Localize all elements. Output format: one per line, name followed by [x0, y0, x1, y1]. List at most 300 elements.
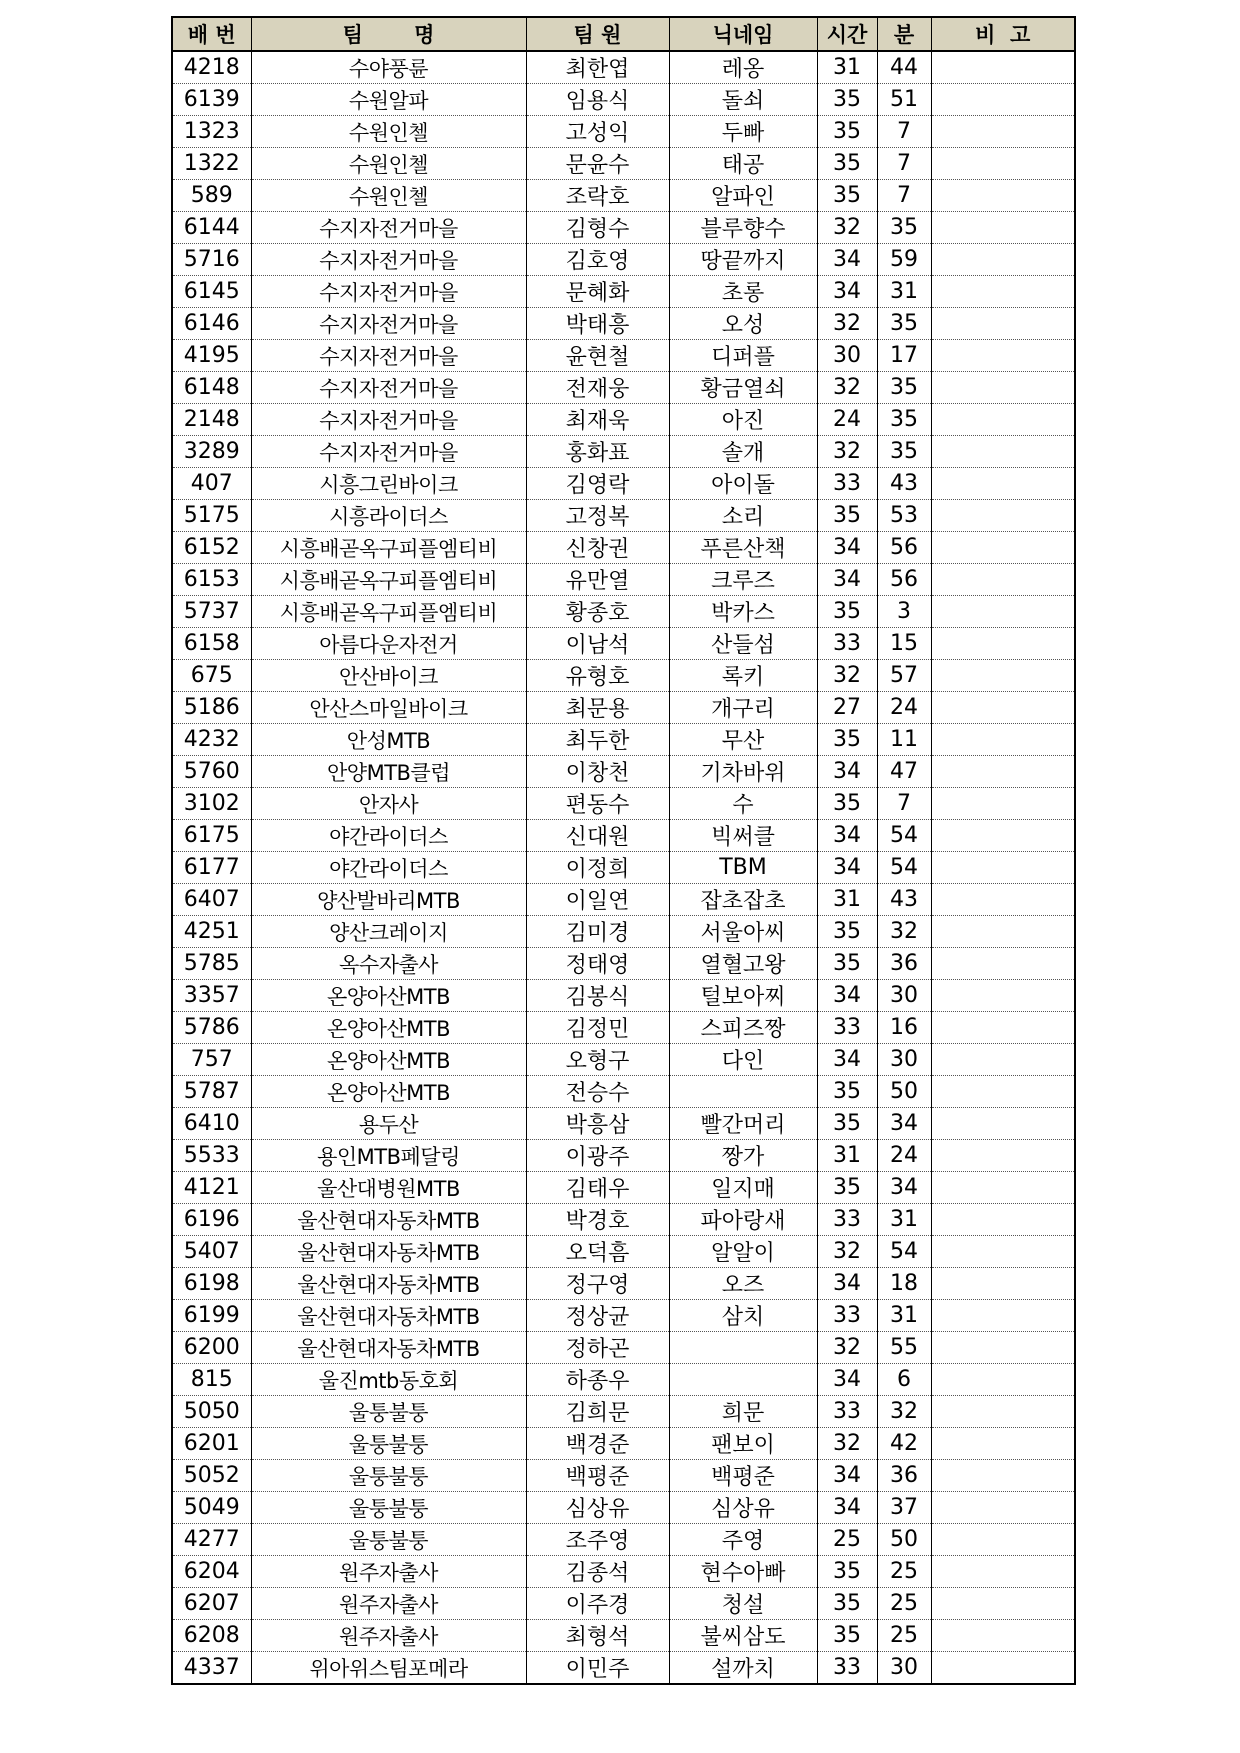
table-row: [172, 51, 1075, 84]
bib-cell: 5785: [172, 948, 251, 980]
member-cell: 김호영: [526, 244, 669, 276]
table-row: [172, 436, 1075, 468]
team-cell: 시흥배곧옥구피플엠티비: [251, 596, 526, 628]
member-cell: 신창권: [526, 532, 669, 564]
member-cell: 김형수: [526, 212, 669, 244]
table-row: [172, 724, 1075, 756]
nickname-cell: 아이돌: [669, 468, 817, 500]
bib-cell: 6407: [172, 884, 251, 916]
minute-cell: 7: [877, 788, 931, 820]
table-row: [172, 916, 1075, 948]
hour-cell: 32: [817, 1428, 877, 1460]
table-row: [172, 212, 1075, 244]
team-cell: 원주자출사: [251, 1556, 526, 1588]
team-cell: 시흥배곧옥구피플엠티비: [251, 564, 526, 596]
minute-cell: 18: [877, 1268, 931, 1300]
nickname-cell: TBM: [669, 852, 817, 884]
minute-cell: 47: [877, 756, 931, 788]
table-row: [172, 1652, 1075, 1685]
hour-cell: 33: [817, 1300, 877, 1332]
nickname-cell: 두빠: [669, 116, 817, 148]
team-cell: 울퉁불퉁: [251, 1524, 526, 1556]
bib-cell: 407: [172, 468, 251, 500]
team-cell: 수지자전거마을: [251, 244, 526, 276]
hour-cell: 35: [817, 1620, 877, 1652]
bib-cell: 6146: [172, 308, 251, 340]
bib-cell: 6145: [172, 276, 251, 308]
minute-cell: 17: [877, 340, 931, 372]
minute-cell: 32: [877, 1396, 931, 1428]
table-row: [172, 1460, 1075, 1492]
table-row: [172, 820, 1075, 852]
results-table: [171, 16, 1076, 1685]
nickname-cell: 파아랑새: [669, 1204, 817, 1236]
hour-cell: 32: [817, 372, 877, 404]
member-cell: 최한엽: [526, 51, 669, 84]
team-cell: 야간라이더스: [251, 820, 526, 852]
team-cell: 울산현대자동차MTB: [251, 1204, 526, 1236]
hour-cell: 34: [817, 276, 877, 308]
nickname-cell: 짱가: [669, 1140, 817, 1172]
table-row: [172, 148, 1075, 180]
minute-cell: 34: [877, 1172, 931, 1204]
table-row: [172, 244, 1075, 276]
minute-cell: 7: [877, 180, 931, 212]
table-row: [172, 1108, 1075, 1140]
member-cell: 이정희: [526, 852, 669, 884]
note-cell: [931, 596, 1075, 628]
bib-cell: 675: [172, 660, 251, 692]
member-cell: 김희문: [526, 1396, 669, 1428]
note-cell: [931, 564, 1075, 596]
minute-cell: 55: [877, 1332, 931, 1364]
team-cell: 울퉁불퉁: [251, 1428, 526, 1460]
member-cell: 고성익: [526, 116, 669, 148]
member-cell: 전재웅: [526, 372, 669, 404]
minute-cell: 31: [877, 1300, 931, 1332]
member-cell: 정구영: [526, 1268, 669, 1300]
bib-cell: 2148: [172, 404, 251, 436]
note-cell: [931, 1524, 1075, 1556]
table-row: [172, 1172, 1075, 1204]
member-cell: 백경준: [526, 1428, 669, 1460]
note-cell: [931, 1428, 1075, 1460]
note-cell: [931, 884, 1075, 916]
member-cell: 정하곤: [526, 1332, 669, 1364]
hour-cell: 34: [817, 1460, 877, 1492]
member-cell: 이민주: [526, 1652, 669, 1685]
bib-cell: 5175: [172, 500, 251, 532]
bib-cell: 6158: [172, 628, 251, 660]
minute-cell: 25: [877, 1620, 931, 1652]
bib-cell: 5052: [172, 1460, 251, 1492]
member-cell: 이광주: [526, 1140, 669, 1172]
team-cell: 울산현대자동차MTB: [251, 1236, 526, 1268]
bib-cell: 5787: [172, 1076, 251, 1108]
note-cell: [931, 916, 1075, 948]
nickname-cell: 박카스: [669, 596, 817, 628]
team-cell: 용두산: [251, 1108, 526, 1140]
note-cell: [931, 1204, 1075, 1236]
nickname-cell: 빨간머리: [669, 1108, 817, 1140]
hour-cell: 32: [817, 1236, 877, 1268]
header-team: 팀 명: [251, 17, 526, 51]
hour-cell: 31: [817, 51, 877, 84]
table-row: [172, 1300, 1075, 1332]
team-cell: 온양아산MTB: [251, 980, 526, 1012]
nickname-cell: 주영: [669, 1524, 817, 1556]
hour-cell: 33: [817, 1652, 877, 1685]
header-minute: 분: [877, 17, 931, 51]
team-cell: 수야풍륜: [251, 51, 526, 84]
hour-cell: 33: [817, 1204, 877, 1236]
nickname-cell: 크루즈: [669, 564, 817, 596]
bib-cell: 4251: [172, 916, 251, 948]
note-cell: [931, 628, 1075, 660]
nickname-cell: 소리: [669, 500, 817, 532]
table-row: [172, 1236, 1075, 1268]
table-row: [172, 1620, 1075, 1652]
nickname-cell: 오성: [669, 308, 817, 340]
bib-cell: 815: [172, 1364, 251, 1396]
nickname-cell: 디퍼플: [669, 340, 817, 372]
member-cell: 심상유: [526, 1492, 669, 1524]
bib-cell: 589: [172, 180, 251, 212]
table-header: [172, 17, 1075, 51]
note-cell: [931, 84, 1075, 116]
note-cell: [931, 180, 1075, 212]
hour-cell: 34: [817, 820, 877, 852]
member-cell: 최형석: [526, 1620, 669, 1652]
note-cell: [931, 756, 1075, 788]
member-cell: 편동수: [526, 788, 669, 820]
table-row: [172, 372, 1075, 404]
header-note: 비 고: [931, 17, 1075, 51]
nickname-cell: 황금열쇠: [669, 372, 817, 404]
member-cell: 고정복: [526, 500, 669, 532]
minute-cell: 57: [877, 660, 931, 692]
minute-cell: 25: [877, 1588, 931, 1620]
member-cell: 이주경: [526, 1588, 669, 1620]
team-cell: 울산현대자동차MTB: [251, 1332, 526, 1364]
table-row: [172, 180, 1075, 212]
hour-cell: 35: [817, 180, 877, 212]
header-bib: 배 번: [172, 17, 251, 51]
team-cell: 수지자전거마을: [251, 372, 526, 404]
bib-cell: 6152: [172, 532, 251, 564]
team-cell: 옥수자출사: [251, 948, 526, 980]
team-cell: 안산바이크: [251, 660, 526, 692]
bib-cell: 4121: [172, 1172, 251, 1204]
minute-cell: 43: [877, 468, 931, 500]
team-cell: 안양MTB클럽: [251, 756, 526, 788]
hour-cell: 34: [817, 1364, 877, 1396]
table-row: [172, 884, 1075, 916]
table-row: [172, 1556, 1075, 1588]
table-row: [172, 468, 1075, 500]
header-member: 팀 원: [526, 17, 669, 51]
note-cell: [931, 1108, 1075, 1140]
nickname-cell: 빅써클: [669, 820, 817, 852]
table-row: [172, 1012, 1075, 1044]
nickname-cell: 열혈고왕: [669, 948, 817, 980]
member-cell: 최재욱: [526, 404, 669, 436]
bib-cell: 6153: [172, 564, 251, 596]
bib-cell: 6177: [172, 852, 251, 884]
member-cell: 유형호: [526, 660, 669, 692]
team-cell: 시흥라이더스: [251, 500, 526, 532]
team-cell: 울산현대자동차MTB: [251, 1300, 526, 1332]
header-row: [172, 17, 1075, 51]
member-cell: 윤현철: [526, 340, 669, 372]
hour-cell: 33: [817, 1396, 877, 1428]
nickname-cell: 스피즈짱: [669, 1012, 817, 1044]
table-row: [172, 1364, 1075, 1396]
hour-cell: 31: [817, 884, 877, 916]
nickname-cell: 아진: [669, 404, 817, 436]
team-cell: 울산현대자동차MTB: [251, 1268, 526, 1300]
team-cell: 수지자전거마을: [251, 308, 526, 340]
nickname-cell: 삼치: [669, 1300, 817, 1332]
nickname-cell: 잡초잡초: [669, 884, 817, 916]
minute-cell: 3: [877, 596, 931, 628]
member-cell: 황종호: [526, 596, 669, 628]
table-row: [172, 564, 1075, 596]
hour-cell: 34: [817, 532, 877, 564]
note-cell: [931, 404, 1075, 436]
table-body: [172, 51, 1075, 1684]
table-row: [172, 628, 1075, 660]
hour-cell: 35: [817, 148, 877, 180]
note-cell: [931, 116, 1075, 148]
bib-cell: 6175: [172, 820, 251, 852]
hour-cell: 33: [817, 628, 877, 660]
member-cell: 김영락: [526, 468, 669, 500]
team-cell: 울퉁불퉁: [251, 1396, 526, 1428]
minute-cell: 6: [877, 1364, 931, 1396]
table-row: [172, 1588, 1075, 1620]
bib-cell: 6148: [172, 372, 251, 404]
nickname-cell: 다인: [669, 1044, 817, 1076]
note-cell: [931, 1076, 1075, 1108]
member-cell: 박경호: [526, 1204, 669, 1236]
minute-cell: 30: [877, 1652, 931, 1685]
hour-cell: 33: [817, 468, 877, 500]
member-cell: 전승수: [526, 1076, 669, 1108]
nickname-cell: 서울아씨: [669, 916, 817, 948]
table-row: [172, 1076, 1075, 1108]
nickname-cell: 알파인: [669, 180, 817, 212]
bib-cell: 6410: [172, 1108, 251, 1140]
note-cell: [931, 788, 1075, 820]
table-row: [172, 116, 1075, 148]
hour-cell: 35: [817, 1556, 877, 1588]
nickname-cell: 돌쇠: [669, 84, 817, 116]
bib-cell: 3102: [172, 788, 251, 820]
nickname-cell: 땅끝까지: [669, 244, 817, 276]
member-cell: 최두한: [526, 724, 669, 756]
hour-cell: 35: [817, 1076, 877, 1108]
nickname-cell: 록키: [669, 660, 817, 692]
member-cell: 백평준: [526, 1460, 669, 1492]
note-cell: [931, 276, 1075, 308]
hour-cell: 34: [817, 1492, 877, 1524]
minute-cell: 54: [877, 820, 931, 852]
nickname-cell: [669, 1332, 817, 1364]
hour-cell: 35: [817, 948, 877, 980]
hour-cell: 34: [817, 980, 877, 1012]
hour-cell: 34: [817, 756, 877, 788]
table-row: [172, 532, 1075, 564]
hour-cell: 33: [817, 1012, 877, 1044]
bib-cell: 6201: [172, 1428, 251, 1460]
minute-cell: 50: [877, 1524, 931, 1556]
nickname-cell: 솔개: [669, 436, 817, 468]
hour-cell: 32: [817, 308, 877, 340]
nickname-cell: 푸른산책: [669, 532, 817, 564]
bib-cell: 4277: [172, 1524, 251, 1556]
member-cell: 최문용: [526, 692, 669, 724]
member-cell: 조락호: [526, 180, 669, 212]
note-cell: [931, 1460, 1075, 1492]
note-cell: [931, 1012, 1075, 1044]
team-cell: 수지자전거마을: [251, 436, 526, 468]
bib-cell: 5786: [172, 1012, 251, 1044]
nickname-cell: [669, 1364, 817, 1396]
hour-cell: 34: [817, 1268, 877, 1300]
nickname-cell: 수: [669, 788, 817, 820]
bib-cell: 3289: [172, 436, 251, 468]
hour-cell: 24: [817, 404, 877, 436]
member-cell: 박흥삼: [526, 1108, 669, 1140]
note-cell: [931, 468, 1075, 500]
bib-cell: 5533: [172, 1140, 251, 1172]
table-row: [172, 1044, 1075, 1076]
note-cell: [931, 1268, 1075, 1300]
note-cell: [931, 244, 1075, 276]
table-row: [172, 692, 1075, 724]
team-cell: 수지자전거마을: [251, 212, 526, 244]
table-row: [172, 1204, 1075, 1236]
hour-cell: 35: [817, 596, 877, 628]
bib-cell: 5716: [172, 244, 251, 276]
hour-cell: 34: [817, 1044, 877, 1076]
minute-cell: 7: [877, 148, 931, 180]
note-cell: [931, 820, 1075, 852]
table-row: [172, 1396, 1075, 1428]
nickname-cell: 블루향수: [669, 212, 817, 244]
bib-cell: 4232: [172, 724, 251, 756]
bib-cell: 4195: [172, 340, 251, 372]
note-cell: [931, 532, 1075, 564]
hour-cell: 35: [817, 724, 877, 756]
minute-cell: 24: [877, 1140, 931, 1172]
hour-cell: 30: [817, 340, 877, 372]
bib-cell: 1322: [172, 148, 251, 180]
member-cell: 이일연: [526, 884, 669, 916]
nickname-cell: 산들섬: [669, 628, 817, 660]
hour-cell: 31: [817, 1140, 877, 1172]
team-cell: 양산크레이지: [251, 916, 526, 948]
note-cell: [931, 308, 1075, 340]
note-cell: [931, 660, 1075, 692]
member-cell: 박태흥: [526, 308, 669, 340]
member-cell: 유만열: [526, 564, 669, 596]
bib-cell: 5186: [172, 692, 251, 724]
table-row: [172, 1268, 1075, 1300]
team-cell: 수원인첼: [251, 148, 526, 180]
table-row: [172, 948, 1075, 980]
hour-cell: 35: [817, 116, 877, 148]
note-cell: [931, 212, 1075, 244]
header-hour: 시간: [817, 17, 877, 51]
note-cell: [931, 1140, 1075, 1172]
table-row: [172, 1428, 1075, 1460]
team-cell: 시흥그린바이크: [251, 468, 526, 500]
member-cell: 김미경: [526, 916, 669, 948]
member-cell: 임용식: [526, 84, 669, 116]
note-cell: [931, 1172, 1075, 1204]
bib-cell: 6144: [172, 212, 251, 244]
bib-cell: 4337: [172, 1652, 251, 1685]
table-row: [172, 276, 1075, 308]
team-cell: 위아위스팀포메라: [251, 1652, 526, 1685]
bib-cell: 5050: [172, 1396, 251, 1428]
bib-cell: 6139: [172, 84, 251, 116]
nickname-cell: 백평준: [669, 1460, 817, 1492]
note-cell: [931, 980, 1075, 1012]
member-cell: 이창천: [526, 756, 669, 788]
nickname-cell: 털보아찌: [669, 980, 817, 1012]
note-cell: [931, 340, 1075, 372]
table-row: [172, 340, 1075, 372]
team-cell: 울퉁불퉁: [251, 1460, 526, 1492]
minute-cell: 32: [877, 916, 931, 948]
member-cell: 하종우: [526, 1364, 669, 1396]
minute-cell: 54: [877, 1236, 931, 1268]
member-cell: 오덕흠: [526, 1236, 669, 1268]
note-cell: [931, 1556, 1075, 1588]
table-row: [172, 308, 1075, 340]
hour-cell: 34: [817, 852, 877, 884]
hour-cell: 35: [817, 1588, 877, 1620]
bib-cell: 6204: [172, 1556, 251, 1588]
nickname-cell: 현수아빠: [669, 1556, 817, 1588]
nickname-cell: 개구리: [669, 692, 817, 724]
minute-cell: 36: [877, 948, 931, 980]
table-row: [172, 756, 1075, 788]
table-row: [172, 1332, 1075, 1364]
nickname-cell: 심상유: [669, 1492, 817, 1524]
minute-cell: 56: [877, 564, 931, 596]
team-cell: 수지자전거마을: [251, 340, 526, 372]
hour-cell: 35: [817, 1108, 877, 1140]
minute-cell: 25: [877, 1556, 931, 1588]
member-cell: 김태우: [526, 1172, 669, 1204]
team-cell: 수원인첼: [251, 116, 526, 148]
header-nickname: 닉네임: [669, 17, 817, 51]
note-cell: [931, 1044, 1075, 1076]
note-cell: [931, 1620, 1075, 1652]
bib-cell: 6196: [172, 1204, 251, 1236]
member-cell: 김봉식: [526, 980, 669, 1012]
nickname-cell: [669, 1076, 817, 1108]
team-cell: 시흥배곧옥구피플엠티비: [251, 532, 526, 564]
team-cell: 야간라이더스: [251, 852, 526, 884]
nickname-cell: 설까치: [669, 1652, 817, 1685]
note-cell: [931, 1364, 1075, 1396]
minute-cell: 15: [877, 628, 931, 660]
